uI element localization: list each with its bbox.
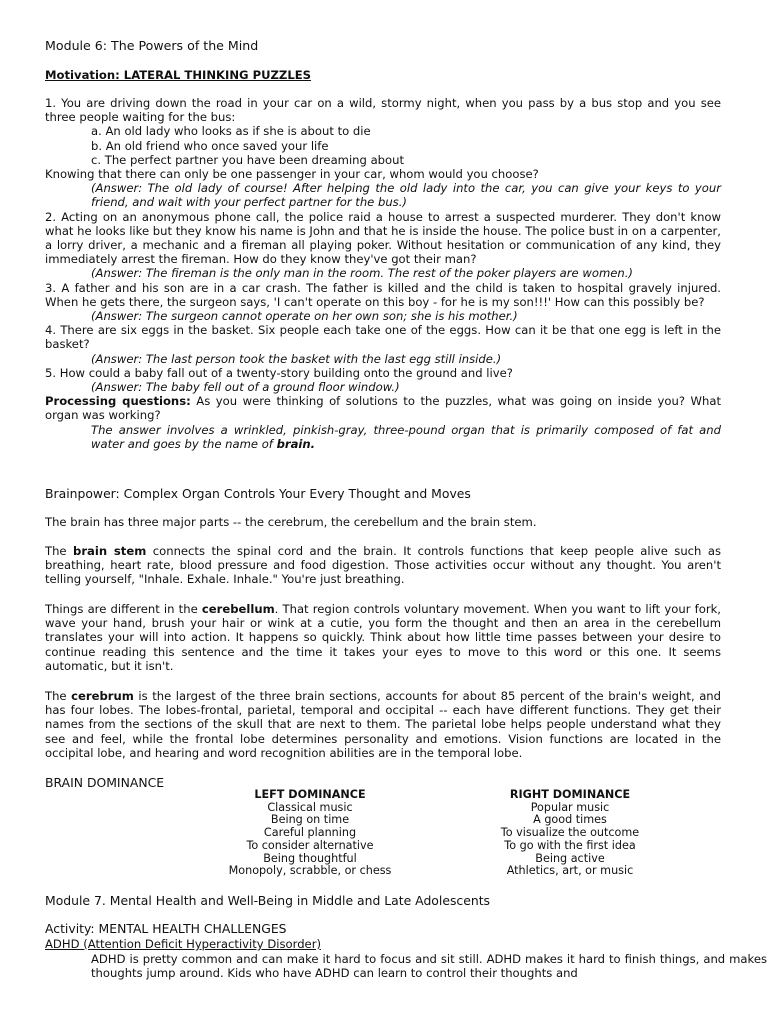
cerebellum-paragraph <box>45 602 721 673</box>
cerebellum-text: . That region controls voluntary movement. When you want to lift your fork, wave your hand, brush your hair or wink at a cutie, you form the thought and then an area in the cerebellum translates your will into action. It happens so quickly. Think about how little time passes between your desire to continue reading this sentence and the time it takes your eyes to move to this word or this one. It seems automatic, but it isn't. <box>45 602 721 673</box>
module-7-heading: Module 7. Mental Health and Well-Being in Middle and Late Adolescents <box>45 893 491 908</box>
right-item: To go with the first idea <box>504 838 636 852</box>
puzzle-1-answer: (Answer: The old lady of course! After helping the old lady into the car, you can give your keys to your friend, and wait with your perfect partner for the bus.) <box>91 181 721 210</box>
brain-dominance-table <box>200 789 680 878</box>
right-dominance-column <box>460 789 680 878</box>
right-item: Being active <box>535 851 605 865</box>
brainpower-heading: Brainpower: Complex Organ Controls Your Every Thought and Moves <box>45 486 471 501</box>
puzzle-1-option-c: c. The perfect partner you have been dreaming about <box>91 152 405 167</box>
right-dominance-heading: RIGHT DOMINANCE <box>509 788 631 801</box>
puzzle-1: 1. You are driving down the road in your car on a wild, stormy night, when you pass by a bus stop and you see three people waiting for the bus: <box>45 96 721 125</box>
right-item: A good times <box>533 813 607 827</box>
left-item: Monopoly, scrabble, or chess <box>228 864 392 878</box>
left-dominance-heading: LEFT DOMINANCE <box>254 788 366 801</box>
processing-answer-text: The answer involves a wrinkled, pinkish-gray, three-pound organ that is primarily composed of fat and water and goes by the name of <box>91 422 721 451</box>
cerebrum-text: is the largest of the three brain sections, accounts for about 85 percent of the brain's weight, and has four lobes. The lobes-frontal, parietal, temporal and occipital -- each have different functions. They get their names from the sections of the skull that are next to them. The parietal lobe helps people understand what they see and feel, while the frontal lobe determines personality and emotions. Vision functions are located in the occipital lobe, and hearing and word recognition abilities are in the temporal lobe. <box>45 689 722 760</box>
cerebellum-bold: cerebellum <box>201 602 275 616</box>
processing-text: As you were thinking of solutions to the puzzles, what was going on inside you? What organ was working? <box>45 394 721 423</box>
puzzle-2: 2. Acting on an anonymous phone call, the police raid a house to arrest a suspected murderer. They don't know what he looks like but they know his name is John and that he is inside the house. The police bust in on a carpenter, a lorry driver, a mechanic and a fireman all playing poker. Without hesitation or communication of any kind, they immediately arrest the fireman. How do they know they've got their man? <box>45 209 721 267</box>
brain-stem-paragraph <box>45 544 721 587</box>
adhd-heading: ADHD (Attention Deficit Hyperactivity Disorder) <box>45 937 321 951</box>
brain-stem-bold: brain stem <box>73 544 147 558</box>
puzzle-3-answer: (Answer: The surgeon cannot operate on her own son; she is his mother.) <box>91 309 518 324</box>
left-item: Careful planning <box>263 826 357 840</box>
cerebellum-pre: Things are different in the <box>45 602 202 616</box>
puzzle-3: 3. A father and his son are in a car crash. The father is killed and the child is taken to hospital gravely injured. When he gets there, the surgeon says, 'I can't operate on this boy - for he is my son!!!' How can this possibly be? <box>45 280 721 309</box>
processing-answer <box>45 423 721 451</box>
processing-label: Processing questions: <box>45 394 191 409</box>
puzzle-1-question: Knowing that there can only be one passenger in your car, whom would you choose? <box>45 167 539 182</box>
puzzle-1-option-a: a. An old lady who looks as if she is about to die <box>91 124 371 139</box>
motivation-heading: Motivation: LATERAL THINKING PUZZLES <box>45 68 311 82</box>
cerebrum-pre: The <box>45 689 72 703</box>
left-item: Being thoughtful <box>263 851 357 865</box>
puzzle-2-answer: (Answer: The fireman is the only man in the room. The rest of the poker players are women.) <box>91 266 633 281</box>
right-item: Popular music <box>530 800 610 814</box>
puzzle-5: 5. How could a baby fall out of a twenty-story building onto the ground and live? <box>45 365 513 380</box>
left-dominance-column <box>200 789 420 878</box>
brain-parts-paragraph: The brain has three major parts -- the cerebrum, the cerebellum and the brain stem. <box>45 515 537 529</box>
puzzle-4-answer: (Answer: The last person took the basket with the last egg still inside.) <box>91 351 502 366</box>
puzzle-5-answer: (Answer: The baby fell out of a ground floor window.) <box>91 380 400 395</box>
right-item: To visualize the outcome <box>500 826 640 840</box>
puzzle-4: 4. There are six eggs in the basket. Six people each take one of the eggs. How can it be that one egg is left in the basket? <box>45 323 721 352</box>
puzzle-1-option-b: b. An old friend who once saved your life <box>91 138 329 153</box>
brain-dominance-heading: BRAIN DOMINANCE <box>45 775 165 790</box>
puzzles-section <box>45 96 721 451</box>
processing-questions <box>45 394 721 422</box>
adhd-paragraph: ADHD is pretty common and can make it hard to focus and sit still. ADHD makes it hard to finish things, and makes thoughts jump around. Kids who have ADHD can learn to control their thoughts and <box>91 952 767 981</box>
cerebrum-bold: cerebrum <box>71 689 134 703</box>
left-item: To consider alternative <box>246 838 374 852</box>
processing-answer-bold: brain. <box>276 436 316 451</box>
brain-stem-pre: The <box>45 544 74 558</box>
brain-stem-text: connects the spinal cord and the brain. It controls functions that keep people alive such as breathing, heart rate, blood pressure and food digestion. Those activities occur without any thought. You aren't telling yourself, "Inhale. Exhale. Inhale." You're just breathing. <box>45 544 722 587</box>
module-6-title: Module 6: The Powers of the Mind <box>45 38 259 53</box>
cerebrum-paragraph <box>45 689 721 760</box>
left-item: Classical music <box>267 800 353 814</box>
activity-heading: Activity: MENTAL HEALTH CHALLENGES <box>45 921 287 936</box>
right-item: Athletics, art, or music <box>506 864 634 878</box>
left-item: Being on time <box>270 813 350 827</box>
